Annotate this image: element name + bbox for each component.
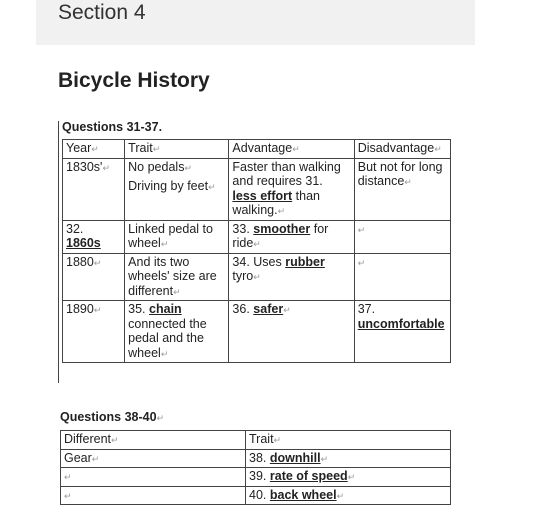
- year-cell: 1830s'↵: [63, 158, 125, 220]
- advantage-cell: 34. Uses rubber tyro↵: [229, 253, 354, 301]
- table-header-row: [63, 140, 451, 159]
- answer-39: rate of speed: [269, 469, 348, 483]
- table-row: [63, 220, 451, 253]
- advantage-cell: 36. safer↵: [229, 301, 354, 363]
- answer-36: safer: [253, 302, 284, 316]
- answer-37: uncomfortable: [357, 316, 445, 331]
- trait-cell: No pedals↵ Driving by feet↵: [125, 158, 229, 220]
- bicycle-history-table: [62, 139, 451, 363]
- questions-38-40-label: Questions 38-40↵: [60, 410, 165, 424]
- table-row: [63, 158, 451, 220]
- disadvantage-cell: 37. uncomfortable: [354, 301, 450, 363]
- header-trait: Trait↵: [246, 431, 451, 450]
- left-margin-line: [58, 121, 59, 383]
- answer-32: 1860s: [66, 236, 101, 250]
- trait-cell: 38. downhill↵: [246, 449, 451, 468]
- table-row: [63, 301, 451, 363]
- table-row: [61, 486, 451, 505]
- disadvantage-cell: But not for long distance↵: [354, 158, 450, 220]
- table-row: [61, 468, 451, 487]
- trait-cell: 35. chain connected the pedal and the wheel↵: [125, 301, 229, 363]
- header-advantage: Advantage↵: [229, 140, 354, 159]
- table-row: [61, 449, 451, 468]
- questions-31-37-label: Questions 31-37.: [62, 120, 163, 134]
- gear-trait-table: [60, 430, 451, 505]
- answer-38: downhill: [269, 450, 321, 465]
- header-different: Different↵: [61, 431, 246, 450]
- table-header-row: [61, 431, 451, 450]
- year-cell: 1880↵: [63, 253, 125, 301]
- header-disadvantage: Disadvantage↵: [354, 140, 450, 159]
- year-cell: 1890↵: [63, 301, 125, 363]
- year-cell: 32. 1860s: [63, 220, 125, 253]
- answer-33: smoother: [253, 221, 311, 236]
- header-trait: Trait↵: [125, 140, 229, 159]
- answer-31: less effort: [232, 188, 293, 203]
- disadvantage-cell: ↵: [354, 220, 450, 253]
- trait-cell: 40. back wheel↵: [246, 486, 451, 505]
- different-cell: Gear↵: [61, 449, 246, 468]
- different-cell: ↵: [61, 468, 246, 487]
- answer-34: rubber: [285, 254, 325, 269]
- disadvantage-cell: ↵: [354, 253, 450, 301]
- advantage-cell: Faster than walking and requires 31. less effort than walking.↵: [229, 158, 354, 220]
- answer-40: back wheel: [269, 487, 337, 502]
- answer-35: chain: [149, 302, 182, 316]
- advantage-cell: 33. smoother for ride↵: [229, 220, 354, 253]
- header-year: Year↵: [63, 140, 125, 159]
- trait-cell: And its two wheels' size are different↵: [125, 253, 229, 301]
- page-title: Bicycle History: [58, 69, 210, 92]
- trait-cell: Linked pedal to wheel↵: [125, 220, 229, 253]
- different-cell: ↵: [61, 486, 246, 505]
- trait-cell: 39. rate of speed↵: [246, 468, 451, 487]
- table-row: [63, 253, 451, 301]
- section-title: Section 4: [58, 1, 146, 24]
